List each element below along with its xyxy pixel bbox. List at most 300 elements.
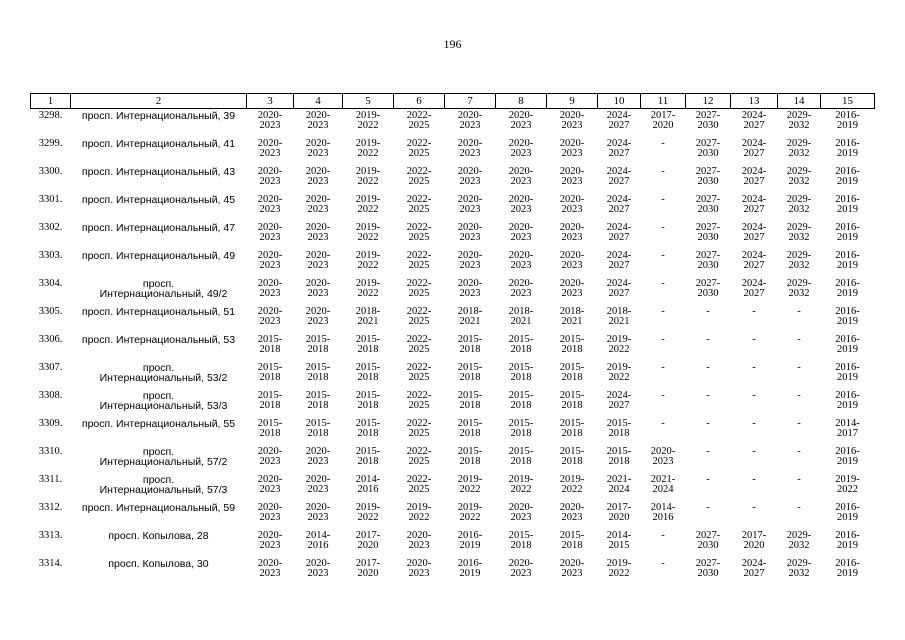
period-start: - xyxy=(661,558,665,569)
period-cell-col-14 xyxy=(778,335,821,363)
period-end: 2027 xyxy=(608,288,630,299)
period-start: 2024- xyxy=(741,222,767,233)
period-end: 2022 xyxy=(357,512,379,523)
period-start: 2017- xyxy=(355,530,381,541)
period-start: 2020- xyxy=(305,278,331,289)
period-cell-col-11 xyxy=(641,475,686,503)
period-end: 2025 xyxy=(408,260,430,271)
period-end: 2022 xyxy=(561,484,583,495)
period-cell-col-9 xyxy=(547,139,598,167)
period-cell-col-6 xyxy=(394,559,445,587)
period-start: 2017- xyxy=(355,558,381,569)
period-start: 2015- xyxy=(508,390,534,401)
period-cell-col-13 xyxy=(731,391,778,419)
period-end: 2027 xyxy=(743,232,765,243)
period-start: - xyxy=(661,306,665,317)
table-row xyxy=(31,503,875,531)
period-cell-col-14 xyxy=(778,391,821,419)
period-end: 2023 xyxy=(307,456,329,467)
period-end: 2022 xyxy=(357,232,379,243)
address-line: просп. Интернациональный, 51 xyxy=(81,306,236,318)
period-cell-col-11 xyxy=(641,195,686,223)
period-start: 2015- xyxy=(606,446,632,457)
period-end: 2023 xyxy=(259,176,281,187)
period-start: 2020- xyxy=(305,222,331,233)
address-line-2: Интернациональный, 57/2 xyxy=(99,456,228,468)
period-cell-col-10 xyxy=(598,195,641,223)
period-cell-col-8 xyxy=(496,307,547,335)
period-end: 2030 xyxy=(697,540,719,551)
address-line: просп. Копылова, 28 xyxy=(108,530,209,542)
period-start: - xyxy=(797,446,801,457)
period-start: 2029- xyxy=(786,166,812,177)
period-end: 2022 xyxy=(608,568,630,579)
period-end: 2023 xyxy=(510,148,532,159)
period-end: 2022 xyxy=(837,484,858,495)
period-end: 2023 xyxy=(259,540,281,551)
period-cell-col-3 xyxy=(247,475,294,503)
period-start: 2019- xyxy=(606,558,632,569)
period-end: 2021 xyxy=(608,316,630,327)
period-cell-col-3 xyxy=(247,109,294,140)
period-start: 2019- xyxy=(457,502,483,513)
period-end: 2023 xyxy=(561,148,583,159)
period-cell-col-8 xyxy=(496,531,547,559)
period-end: 2023 xyxy=(561,288,583,299)
period-end: 2018 xyxy=(307,372,329,383)
period-end: 2020 xyxy=(743,540,765,551)
period-cell-col-8 xyxy=(496,391,547,419)
period-end: 2023 xyxy=(307,120,329,131)
period-start: 2024- xyxy=(606,390,632,401)
period-cell-col-5 xyxy=(343,363,394,391)
period-cell-col-9 xyxy=(547,167,598,195)
period-cell-col-8 xyxy=(496,279,547,307)
period-start: 2017- xyxy=(741,530,767,541)
period-cell-col-13 xyxy=(731,167,778,195)
column-header-2: 2 xyxy=(71,94,247,109)
period-end: 2024 xyxy=(652,484,674,495)
period-cell-col-11 xyxy=(641,503,686,531)
table-row xyxy=(31,251,875,279)
period-start: 2015- xyxy=(457,334,483,345)
address-cell xyxy=(71,223,247,251)
period-cell-col-10 xyxy=(598,307,641,335)
period-end: 2022 xyxy=(357,120,379,131)
period-start: 2015- xyxy=(606,418,632,429)
period-cell-col-8 xyxy=(496,139,547,167)
period-cell-col-12 xyxy=(686,531,731,559)
period-start: 2022- xyxy=(406,110,432,121)
period-end: 2023 xyxy=(307,148,329,159)
period-cell-col-8 xyxy=(496,167,547,195)
period-start: - xyxy=(797,502,801,513)
period-end: 2023 xyxy=(510,288,532,299)
period-start: 2027- xyxy=(695,166,721,177)
address-line: просп. xyxy=(142,278,175,290)
period-cell-col-7 xyxy=(445,559,496,587)
period-cell-col-3 xyxy=(247,279,294,307)
period-start: 2024- xyxy=(606,194,632,205)
address-line: просп. Копылова, 30 xyxy=(108,558,209,570)
period-start: 2015- xyxy=(508,446,534,457)
period-start: 2020- xyxy=(457,278,483,289)
period-start: - xyxy=(661,530,665,541)
period-start: 2018- xyxy=(355,306,381,317)
period-start: - xyxy=(797,418,801,429)
period-cell-col-3 xyxy=(247,391,294,419)
period-end: 2016 xyxy=(357,484,379,495)
period-cell-col-5 xyxy=(343,503,394,531)
period-start: 2024- xyxy=(606,250,632,261)
period-start: 2019- xyxy=(835,474,860,485)
period-end: 2023 xyxy=(459,260,481,271)
period-start: 2016- xyxy=(835,110,860,121)
period-end: 2022 xyxy=(459,484,481,495)
row-number: 3303. xyxy=(38,250,63,261)
period-cell-col-3 xyxy=(247,559,294,587)
period-end: 2027 xyxy=(743,260,765,271)
period-start: 2020- xyxy=(305,474,331,485)
period-end: 2018 xyxy=(307,428,329,439)
period-end: 2015 xyxy=(608,540,630,551)
period-end: 2021 xyxy=(510,316,532,327)
period-end: 2016 xyxy=(652,512,674,523)
address-line-2: Интернациональный, 49/2 xyxy=(99,288,228,300)
period-end: 2032 xyxy=(788,288,810,299)
period-cell-col-13 xyxy=(731,447,778,475)
period-cell-col-15 xyxy=(821,391,875,419)
period-cell-col-11 xyxy=(641,109,686,140)
period-end: 2032 xyxy=(788,260,810,271)
period-cell-col-3 xyxy=(247,335,294,363)
period-end: 2018 xyxy=(510,400,532,411)
period-end: 2027 xyxy=(743,148,765,159)
period-cell-col-5 xyxy=(343,419,394,447)
period-end: 2020 xyxy=(608,512,630,523)
period-cell-col-4 xyxy=(294,447,343,475)
period-cell-col-13 xyxy=(731,335,778,363)
period-end: 2023 xyxy=(459,232,481,243)
period-cell-col-6 xyxy=(394,363,445,391)
period-cell-col-12 xyxy=(686,447,731,475)
address-cell xyxy=(71,279,247,307)
period-cell-col-13 xyxy=(731,251,778,279)
period-cell-col-12 xyxy=(686,139,731,167)
period-cell-col-6 xyxy=(394,195,445,223)
period-cell-col-5 xyxy=(343,109,394,140)
period-start: 2020- xyxy=(508,138,534,149)
period-end: 2019 xyxy=(837,232,858,243)
period-cell-col-4 xyxy=(294,559,343,587)
period-start: 2019- xyxy=(355,166,381,177)
period-start: 2015- xyxy=(457,362,483,373)
period-start: 2020- xyxy=(457,250,483,261)
period-start: 2015- xyxy=(355,334,381,345)
period-cell-col-7 xyxy=(445,109,496,140)
period-start: 2020- xyxy=(305,166,331,177)
period-start: 2015- xyxy=(457,390,483,401)
address-line: просп. Интернациональный, 59 xyxy=(81,502,236,514)
period-end: 2023 xyxy=(307,204,329,215)
period-cell-col-7 xyxy=(445,391,496,419)
period-cell-col-7 xyxy=(445,531,496,559)
period-start: - xyxy=(661,278,665,289)
period-cell-col-11 xyxy=(641,363,686,391)
period-cell-col-12 xyxy=(686,335,731,363)
period-cell-col-11 xyxy=(641,251,686,279)
period-start: 2020- xyxy=(559,138,585,149)
period-cell-col-4 xyxy=(294,363,343,391)
period-cell-col-14 xyxy=(778,109,821,140)
period-cell-col-11 xyxy=(641,335,686,363)
period-cell-col-13 xyxy=(731,363,778,391)
period-cell-col-14 xyxy=(778,279,821,307)
period-end: 2023 xyxy=(459,204,481,215)
address-cell xyxy=(71,531,247,559)
period-start: 2029- xyxy=(786,222,812,233)
address-line: просп. xyxy=(142,362,175,374)
period-end: 2020 xyxy=(357,568,379,579)
period-end: 2023 xyxy=(259,484,281,495)
period-start: 2022- xyxy=(406,194,432,205)
period-cell-col-12 xyxy=(686,559,731,587)
period-end: 2023 xyxy=(510,176,532,187)
period-cell-col-7 xyxy=(445,503,496,531)
period-cell-col-8 xyxy=(496,109,547,140)
period-cell-col-12 xyxy=(686,279,731,307)
period-cell-col-14 xyxy=(778,251,821,279)
period-cell-col-11 xyxy=(641,279,686,307)
column-header-4: 4 xyxy=(294,94,343,109)
period-start: 2024- xyxy=(741,166,767,177)
period-start: 2024- xyxy=(741,558,767,569)
period-cell-col-12 xyxy=(686,109,731,140)
period-start: 2024- xyxy=(741,138,767,149)
address-cell xyxy=(71,335,247,363)
period-cell-col-5 xyxy=(343,167,394,195)
period-end: 2025 xyxy=(408,316,430,327)
period-end: 2018 xyxy=(259,344,281,355)
period-cell-col-6 xyxy=(394,251,445,279)
period-start: 2024- xyxy=(606,278,632,289)
period-start: 2019- xyxy=(355,250,381,261)
period-cell-col-3 xyxy=(247,223,294,251)
period-cell-col-11 xyxy=(641,559,686,587)
period-start: 2020- xyxy=(508,166,534,177)
address-cell xyxy=(71,447,247,475)
period-cell-col-12 xyxy=(686,195,731,223)
period-cell-col-4 xyxy=(294,167,343,195)
period-end: 2023 xyxy=(259,288,281,299)
period-start: 2014- xyxy=(305,530,331,541)
period-cell-col-8 xyxy=(496,559,547,587)
period-cell-col-3 xyxy=(247,531,294,559)
period-cell-col-15 xyxy=(821,531,875,559)
period-start: 2020- xyxy=(508,250,534,261)
period-end: 2018 xyxy=(259,372,281,383)
row-number: 3310. xyxy=(38,446,63,457)
period-end: 2023 xyxy=(259,316,281,327)
address-line: просп. Интернациональный, 49 xyxy=(81,250,236,262)
period-start: 2016- xyxy=(835,362,860,373)
period-start: 2019- xyxy=(355,110,381,121)
period-cell-col-3 xyxy=(247,139,294,167)
period-end: 2018 xyxy=(357,456,379,467)
period-start: 2020- xyxy=(559,502,585,513)
period-end: 2023 xyxy=(459,176,481,187)
period-cell-col-9 xyxy=(547,109,598,140)
period-start: - xyxy=(661,222,665,233)
row-number: 3302. xyxy=(38,222,63,233)
period-start: 2029- xyxy=(786,250,812,261)
period-start: 2022- xyxy=(406,390,432,401)
period-start: 2015- xyxy=(305,390,331,401)
address-line: просп. Интернациональный, 39 xyxy=(81,110,236,122)
period-start: 2015- xyxy=(508,334,534,345)
period-end: 2027 xyxy=(743,568,765,579)
period-end: 2023 xyxy=(408,540,430,551)
period-end: 2019 xyxy=(837,372,858,383)
period-cell-col-3 xyxy=(247,503,294,531)
period-start: 2022- xyxy=(406,474,432,485)
period-start: - xyxy=(752,474,756,485)
address-cell xyxy=(71,559,247,587)
period-start: 2019- xyxy=(355,502,381,513)
period-cell-col-9 xyxy=(547,391,598,419)
period-start: 2018- xyxy=(559,306,585,317)
period-start: 2029- xyxy=(786,194,812,205)
table-row xyxy=(31,391,875,419)
period-end: 2025 xyxy=(408,288,430,299)
column-header-8: 8 xyxy=(496,94,547,109)
period-end: 2023 xyxy=(561,204,583,215)
period-start: 2020- xyxy=(257,502,283,513)
period-end: 2020 xyxy=(357,540,379,551)
row-number: 3307. xyxy=(38,362,63,373)
period-cell-col-7 xyxy=(445,195,496,223)
period-end: 2019 xyxy=(837,316,858,327)
period-cell-col-3 xyxy=(247,447,294,475)
period-cell-col-4 xyxy=(294,139,343,167)
period-end: 2023 xyxy=(561,512,583,523)
period-start: 2015- xyxy=(305,418,331,429)
period-cell-col-9 xyxy=(547,363,598,391)
period-cell-col-10 xyxy=(598,167,641,195)
period-start: 2019- xyxy=(559,474,585,485)
period-start: 2015- xyxy=(559,390,585,401)
period-end: 2032 xyxy=(788,568,810,579)
period-start: 2014- xyxy=(355,474,381,485)
period-cell-col-3 xyxy=(247,363,294,391)
period-start: - xyxy=(752,306,756,317)
period-end: 2019 xyxy=(459,540,481,551)
period-end: 2018 xyxy=(307,400,329,411)
period-cell-col-5 xyxy=(343,531,394,559)
period-cell-col-4 xyxy=(294,251,343,279)
period-start: 2020- xyxy=(457,138,483,149)
period-cell-col-11 xyxy=(641,419,686,447)
period-end: 2025 xyxy=(408,456,430,467)
period-start: 2019- xyxy=(508,474,534,485)
period-start: 2015- xyxy=(559,530,585,541)
period-start: - xyxy=(661,418,665,429)
period-end: 2020 xyxy=(652,120,674,131)
row-number: 3306. xyxy=(38,334,63,345)
period-start: 2019- xyxy=(355,194,381,205)
period-end: 2018 xyxy=(459,372,481,383)
period-start: 2029- xyxy=(786,138,812,149)
period-start: - xyxy=(752,362,756,373)
period-cell-col-12 xyxy=(686,251,731,279)
row-number: 3301. xyxy=(38,194,63,205)
period-cell-col-10 xyxy=(598,419,641,447)
period-cell-col-10 xyxy=(598,503,641,531)
period-cell-col-15 xyxy=(821,251,875,279)
period-cell-col-6 xyxy=(394,391,445,419)
period-cell-col-9 xyxy=(547,279,598,307)
address-cell xyxy=(71,167,247,195)
period-start: - xyxy=(752,502,756,513)
period-end: 2018 xyxy=(561,456,583,467)
period-end: 2023 xyxy=(561,232,583,243)
table-row xyxy=(31,531,875,559)
address-line: просп. Интернациональный, 55 xyxy=(81,418,236,430)
period-end: 2027 xyxy=(608,400,630,411)
period-start: 2016- xyxy=(835,334,860,345)
period-end: 2019 xyxy=(837,456,858,467)
period-end: 2018 xyxy=(510,456,532,467)
period-cell-col-10 xyxy=(598,391,641,419)
period-end: 2030 xyxy=(697,568,719,579)
period-start: - xyxy=(706,390,710,401)
period-end: 2027 xyxy=(743,120,765,131)
table-row xyxy=(31,475,875,503)
address-line-2: Интернациональный, 53/2 xyxy=(99,372,228,384)
period-start: 2022- xyxy=(406,138,432,149)
period-start: 2029- xyxy=(786,278,812,289)
period-cell-col-9 xyxy=(547,503,598,531)
period-start: 2020- xyxy=(508,110,534,121)
period-end: 2023 xyxy=(307,288,329,299)
period-end: 2016 xyxy=(307,540,329,551)
period-end: 2025 xyxy=(408,176,430,187)
period-start: 2021- xyxy=(606,474,632,485)
period-start: 2022- xyxy=(406,222,432,233)
period-cell-col-8 xyxy=(496,195,547,223)
period-start: - xyxy=(661,138,665,149)
period-start: 2015- xyxy=(355,446,381,457)
column-header-1: 1 xyxy=(31,94,71,109)
period-cell-col-12 xyxy=(686,391,731,419)
period-end: 2018 xyxy=(259,428,281,439)
period-start: 2016- xyxy=(835,166,860,177)
period-end: 2018 xyxy=(357,400,379,411)
period-end: 2018 xyxy=(459,428,481,439)
period-end: 2022 xyxy=(510,484,532,495)
period-cell-col-7 xyxy=(445,307,496,335)
period-end: 2030 xyxy=(697,260,719,271)
period-cell-col-13 xyxy=(731,475,778,503)
period-cell-col-5 xyxy=(343,391,394,419)
period-start: 2014- xyxy=(606,530,632,541)
table-row xyxy=(31,139,875,167)
period-cell-col-11 xyxy=(641,391,686,419)
column-header-9: 9 xyxy=(547,94,598,109)
period-end: 2018 xyxy=(561,400,583,411)
period-start: 2018- xyxy=(508,306,534,317)
period-start: 2029- xyxy=(786,530,812,541)
